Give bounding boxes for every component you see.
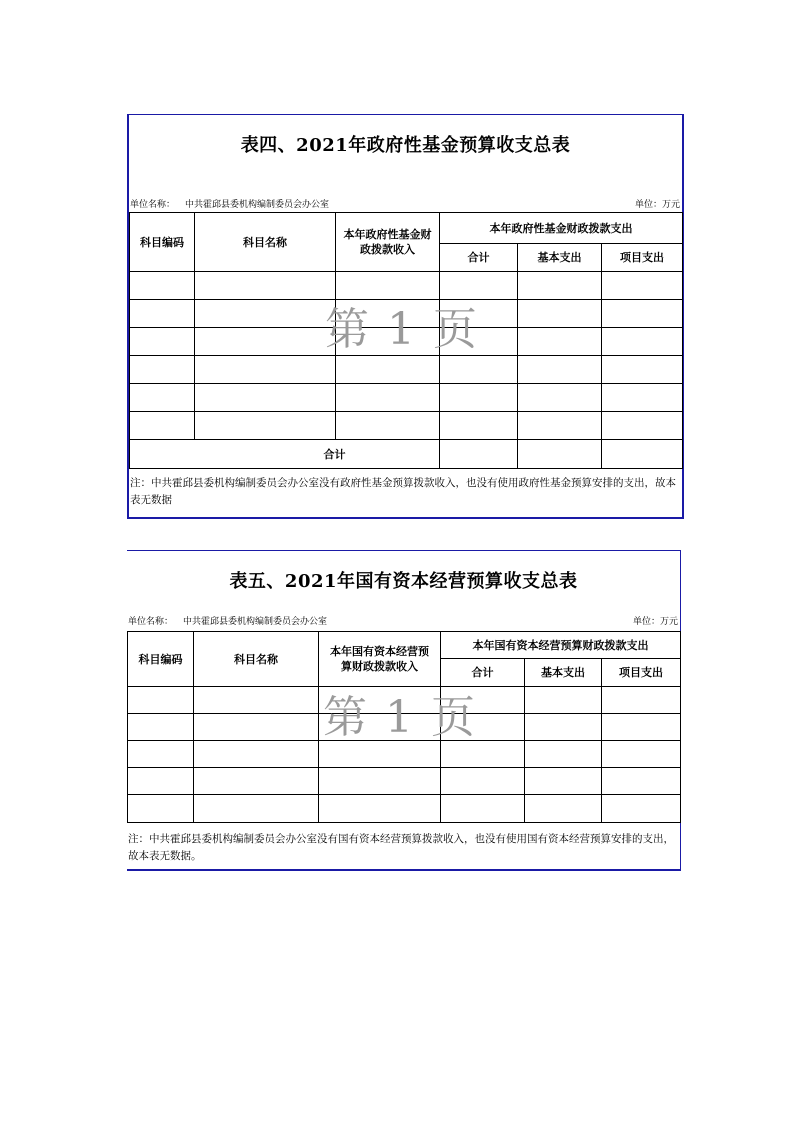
page-watermark: 第 1 页: [325, 304, 479, 355]
table-row: [128, 768, 681, 795]
table5-note: 注：中共霍邱县委机构编制委员会办公室没有国有资本经营预算拨款收入，也没有使用国有资本经营预算安排的支出，故本表无数据。: [128, 833, 674, 862]
table-row: [130, 272, 683, 300]
header-total: 合计: [441, 659, 525, 687]
unit-org: 中共霍邱县委机构编制委员会办公室: [183, 617, 328, 627]
total-row: [130, 440, 683, 469]
table-row: [128, 795, 681, 823]
header-total: 合计: [440, 244, 518, 272]
header-expense-group: 本年政府性基金财政拨款支出: [440, 213, 683, 244]
header-name: 科目名称: [195, 213, 336, 272]
header-code: 科目编码: [130, 213, 195, 272]
header-income: 本年政府性基金财 政拨款收入: [336, 213, 440, 272]
unit-label: 单位名称：: [130, 200, 176, 210]
total-label: 合计: [130, 440, 440, 469]
header-expense-group: 本年国有资本经营预算财政拨款支出: [441, 632, 681, 659]
table-row: [130, 300, 683, 328]
table5-grid: [127, 631, 681, 823]
table4-panel: [127, 114, 684, 519]
table-row: [128, 687, 681, 714]
table5-title: 表五、2021年国有资本经营预算收支总表: [229, 571, 578, 592]
table-row: [130, 384, 683, 412]
header-income: 本年国有资本经营预 算财政拨款收入: [319, 632, 441, 687]
page-watermark: 第 1 页: [323, 692, 477, 743]
header-project: 项目支出: [602, 244, 683, 272]
table4-title: 表四、2021年政府性基金预算收支总表: [240, 135, 571, 156]
table-row: [128, 714, 681, 741]
table5-unit-name: [128, 614, 327, 627]
table4-note: 注：中共霍邱县委机构编制委员会办公室没有政府性基金预算拨款收入，也没有使用政府性基金预算安排的支出，故本表无数据: [130, 477, 676, 506]
header-name: 科目名称: [194, 632, 319, 687]
table-row: [130, 328, 683, 356]
table4-unit-currency: 单位：万元: [634, 200, 680, 210]
header-code: 科目编码: [128, 632, 194, 687]
table4-unit-name: [130, 197, 329, 210]
header-basic: 基本支出: [518, 244, 602, 272]
header-project: 项目支出: [602, 659, 681, 687]
unit-label: 单位名称：: [128, 617, 174, 627]
unit-org: 中共霍邱县委机构编制委员会办公室: [185, 200, 330, 210]
table5-unit-currency: 单位：万元: [632, 617, 678, 627]
header-basic: 基本支出: [525, 659, 602, 687]
table4-grid: [129, 212, 683, 469]
table-row: [130, 356, 683, 384]
table-row: [130, 412, 683, 440]
table5-panel: [127, 550, 681, 871]
table-row: [128, 741, 681, 768]
